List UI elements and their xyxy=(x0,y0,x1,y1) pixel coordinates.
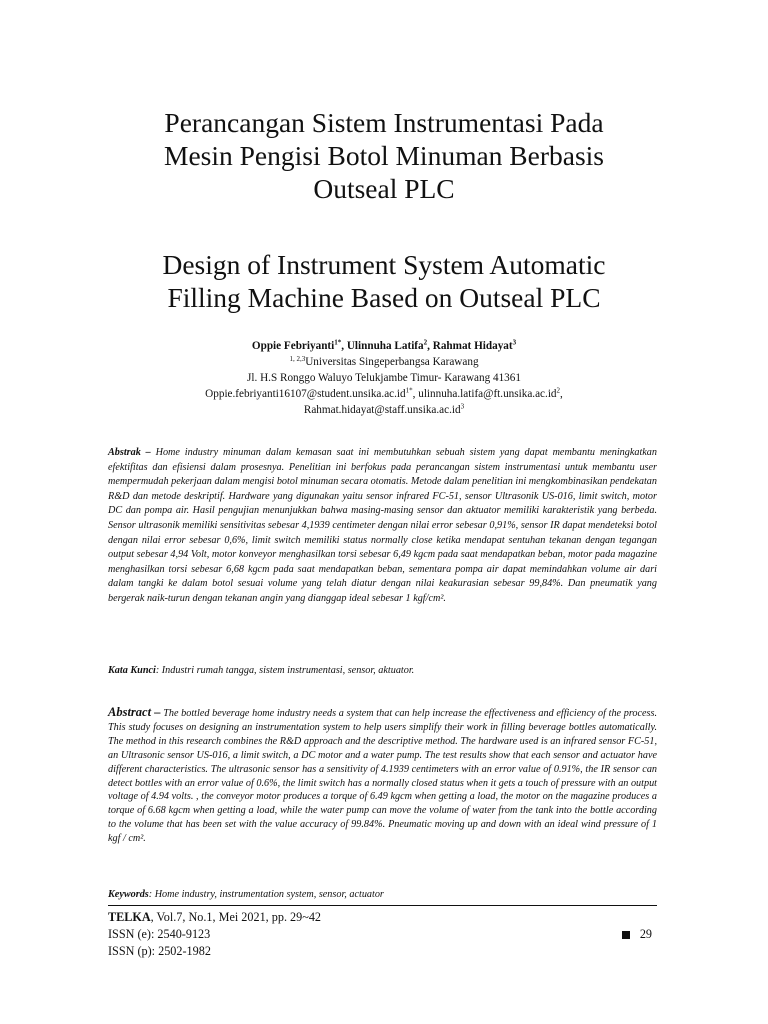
keywords-indonesian-label: Kata Kunci xyxy=(108,665,156,676)
author-email: , ulinnuha.latifa@ft.unsika.ac.id xyxy=(412,388,557,400)
email-separator: , xyxy=(560,388,563,400)
affiliation-address: Jl. H.S Ronggo Waluyo Telukjambe Timur- Karawang 41361 xyxy=(247,372,521,384)
email-superscript: 2 xyxy=(556,386,561,395)
author-email: Oppie.febriyanti16107@student.unsika.ac.id xyxy=(205,388,406,400)
author-superscript: 2 xyxy=(423,338,428,347)
author-block xyxy=(100,338,668,418)
journal-citation xyxy=(108,909,321,926)
issn-print: ISSN (p): 2502-1982 xyxy=(108,944,211,958)
author-name: Oppie Febriyanti xyxy=(251,340,335,352)
author-list xyxy=(100,338,668,354)
footer-divider xyxy=(108,905,657,906)
email-superscript: 1* xyxy=(405,386,413,395)
title-indonesian xyxy=(100,106,668,205)
affiliation-superscript: 1, 2,3 xyxy=(289,355,306,363)
email-superscript: 3 xyxy=(460,402,465,411)
affiliation-name: Universitas Singeperbangsa Karawang xyxy=(305,356,479,368)
author-email: Rahmat.hidayat@staff.unsika.ac.id xyxy=(303,404,461,416)
journal-name: TELKA xyxy=(108,910,151,924)
abstract-english-label: Abstract – xyxy=(108,705,161,719)
title-indonesian-line: Outseal PLC xyxy=(313,173,455,204)
email-line xyxy=(100,386,668,402)
abstract-english xyxy=(108,706,657,846)
title-english-line: Filling Machine Based on Outseal PLC xyxy=(167,282,601,313)
author-separator: , xyxy=(341,340,347,352)
title-indonesian-line: Perancangan Sistem Instrumentasi Pada xyxy=(164,107,604,138)
author-superscript: 1* xyxy=(334,338,342,347)
keywords-english xyxy=(108,888,657,902)
abstract-english-text: The bottled beverage home industry needs a system that can help increase the effectiveness and efficiency of the process. This study focuses on designing an instrumentation system to help users simplify their work in filling beverage bottles automatically. The method in this research combines the R&D approach and the descriptive method. The hardware used is an infrared sensor FC-51, an Ultrasonic sensor US-016, a limit switch, a DC motor and a water pump. The test results show that each sensor and actuator have different characteristics. The ultrasonic sensor has a sensitivity of 4.1939 centimeters with an error value of 0.91%, the IR sensor can detect bottles with an error value of 0.6%, the limit switch has a normally closed status when it gets a touch of pressure with an output voltage of 4.94 volts. , the conveyor motor produces a torque of 6.49 kgcm when getting a load, the motor on the magazine produces a torque of 6.68 kgcm when getting a load, while the water pump can move the volume of water from the tank into the bottle according to the volume that has been set with the value accuracy of 99.84%. Pneumatic moving up and down with an ideal wind pressure of 1 kgf / cm². xyxy=(108,708,658,845)
keywords-english-label: Keywords xyxy=(108,889,149,900)
title-english-line: Design of Instrument System Automatic xyxy=(162,249,606,280)
page-number-block xyxy=(622,926,652,943)
author-name: Rahmat Hidayat xyxy=(432,340,513,352)
page-number: 29 xyxy=(639,927,652,941)
title-english xyxy=(100,248,668,314)
keywords-indonesian xyxy=(108,664,657,678)
email-line xyxy=(100,402,668,418)
abstract-indonesian-text: Home industry minuman dalam kemasan saat ini membutuhkan sebuah sistem yang dapat membantu meningkatkan efektifitas dan efisiensi dalam prosesnya. Penelitian ini berfokus pada perancangan sistem instrumentasi untuk membantu user mempermudah pekerjaan dalam mengisi botol minuman secara otomatis. Metode dalam penelitian ini mengkombinasikan pendekatan R&D dan metode deskriptif. Hardware yang digunakan yaitu sensor infrared FC-51, sensor Ultrasonik US-016, limit switch, motor DC dan pompa air. Hasil pengujian menunjukkan bahwa masing-masing sensor dan aktuator memiliki karakteristik yang berbeda. Sensor ultrasonik memiliki sensitivitas sebesar 4,1939 centimeter dengan nilai error sebesar 0,91%, sensor IR dapat mendeteksi botol dengan nilai error sebesar 0,6%, limit switch memiliki status normally close ketika mendapat sentuhan tekanan dengan tegangan output sebesar 4,94 Volt, motor konveyor menghasilkan torsi sebesar 6,49 kgcm pada saat mendapatkan beban, motor pada magazine menghasilkan torsi sebesar 6,68 kgcm pada saat mendapatkan beban, sementara pompa air dapat memindahkan volume air dari dalam tangki ke dalam botol sesuai volume yang telah diatur dengan nilai keakurasian sebesar 99,84%. Dan pneumatik yang bergerak naik-turun dengan tekanan angin yang dianggap ideal sebesar 1 kgf/cm². xyxy=(108,447,657,604)
author-name: Ulinnuha Latifa xyxy=(346,340,424,352)
journal-volume: , Vol.7, No.1, Mei 2021, pp. 29~42 xyxy=(150,910,322,924)
author-separator: , xyxy=(427,340,433,352)
author-superscript: 3 xyxy=(512,338,517,347)
abstract-indonesian xyxy=(108,446,657,607)
title-indonesian-line: Mesin Pengisi Botol Minuman Berbasis xyxy=(164,140,604,171)
keywords-english-text: : Home industry, instrumentation system, sensor, actuator xyxy=(148,889,384,900)
issn-electronic: ISSN (e): 2540-9123 xyxy=(108,927,211,941)
affiliation xyxy=(100,354,668,370)
journal-footer xyxy=(108,909,321,960)
square-bullet-icon xyxy=(622,931,630,939)
keywords-indonesian-text: : Industri rumah tangga, sistem instrumentasi, sensor, aktuator. xyxy=(155,665,415,676)
abstract-indonesian-label: Abstrak – xyxy=(108,447,151,458)
